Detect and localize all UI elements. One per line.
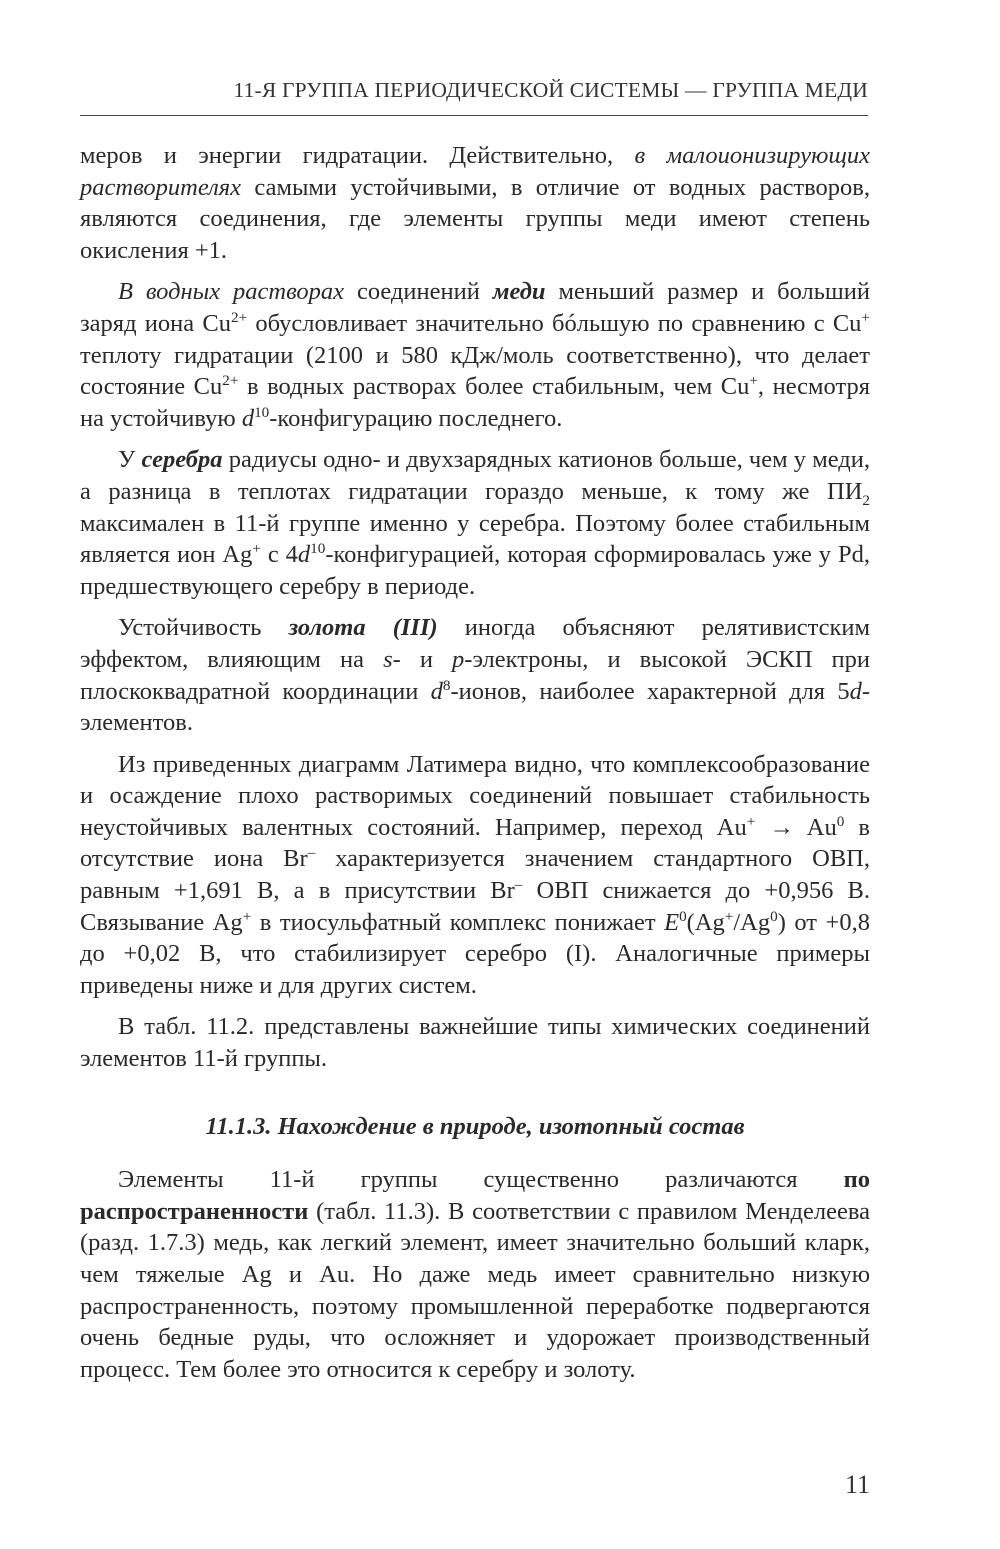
running-head: 11-Я ГРУППА ПЕРИОДИЧЕСКОЙ СИСТЕМЫ — ГРУППА МЕДИ bbox=[233, 78, 868, 102]
paragraph-1: меров и энергии гидратации. Действительно, в малоионизирующих растворителях самыми устойчивыми, в отличие от водных растворов, являются соединения, где элементы группы меди имеют степень окисления +1. bbox=[80, 142, 870, 264]
page-number: 11 bbox=[844, 1470, 870, 1499]
paragraph-table-ref: В табл. 11.2. представлены важнейшие типы химических соединений элементов 11-й группы. bbox=[80, 1013, 870, 1073]
paragraph-latimer: Из приведенных диаграмм Латимера видно, что комплексообразование и осаждение плохо растворимых соединений повышает стабильность неустойчивых валентных состояний. Например, переход $Au^+ \to Au^0$ в отсутствие иона Br– характеризуется значением стандартного ОВП, равным +1,691 В, а в присутствии Br– ОВП снижается до +0,956 В. Связывание Ag+ в тиосульфатный комплекс понижает $E^0(Ag^+/Ag^0)$ от +0,8 до +0,02 В, что стабилизирует серебро (I). Аналогичные примеры приведены ниже и для других систем. bbox=[80, 750, 870, 999]
header-rule bbox=[80, 115, 868, 116]
paragraph-silver: У серебра радиусы одно- и двухзарядных катионов больше, чем у меди, а разница в теплотах гидратации гораздо меньше, к тому же $ПИ_2$ максимален в 11-й группе именно у серебра. Поэтому более стабильным является ион Ag+ с $4d^{10}$-конфигурацией, которая сформировалась уже у Pd, предшествующего серебру в периоде. bbox=[80, 446, 870, 600]
paragraph-copper: В водных растворах соединений меди меньший размер и больший заряд иона $Cu^{2+}$ обусловливает значительно бóльшую по сравнению с Cu+ теплоту гидратации (2100 и 580 кДж/моль соответственно), что делает состояние $Cu^{2+}$ в водных растворах более стабильным, чем Cu+, несмотря на устойчивую $d^{10}$-конфигурацию последнего. bbox=[80, 278, 871, 432]
paragraph-gold: Устойчивость золота (III) иногда объясняют релятивистским эффектом, влияющим на s- и p-электроны, и высокой ЭСКП при плоскоквадратной координации $d^8$-ионов, наиболее характерной для 5d-элементов. bbox=[80, 614, 870, 737]
section-heading: 11.1.3. Нахождение в природе, изотопный состав bbox=[205, 1112, 745, 1140]
paragraph-abundance: Элементы 11-й группы существенно различаются по распространенности (табл. 11.3). В соответствии с правилом Менделеева (разд. 1.7.3) медь, как легкий элемент, имеет значительно больший кларк, чем тяжелые Ag и Au. Но даже медь имеет сравнительно низкую распространенность, поэтому промышленной переработке подвергаются очень бедные руды, что осложняет и удорожает производственный процесс. Тем более это относится к серебру и золоту. bbox=[80, 1166, 870, 1383]
body-text bbox=[80, 140, 870, 1395]
